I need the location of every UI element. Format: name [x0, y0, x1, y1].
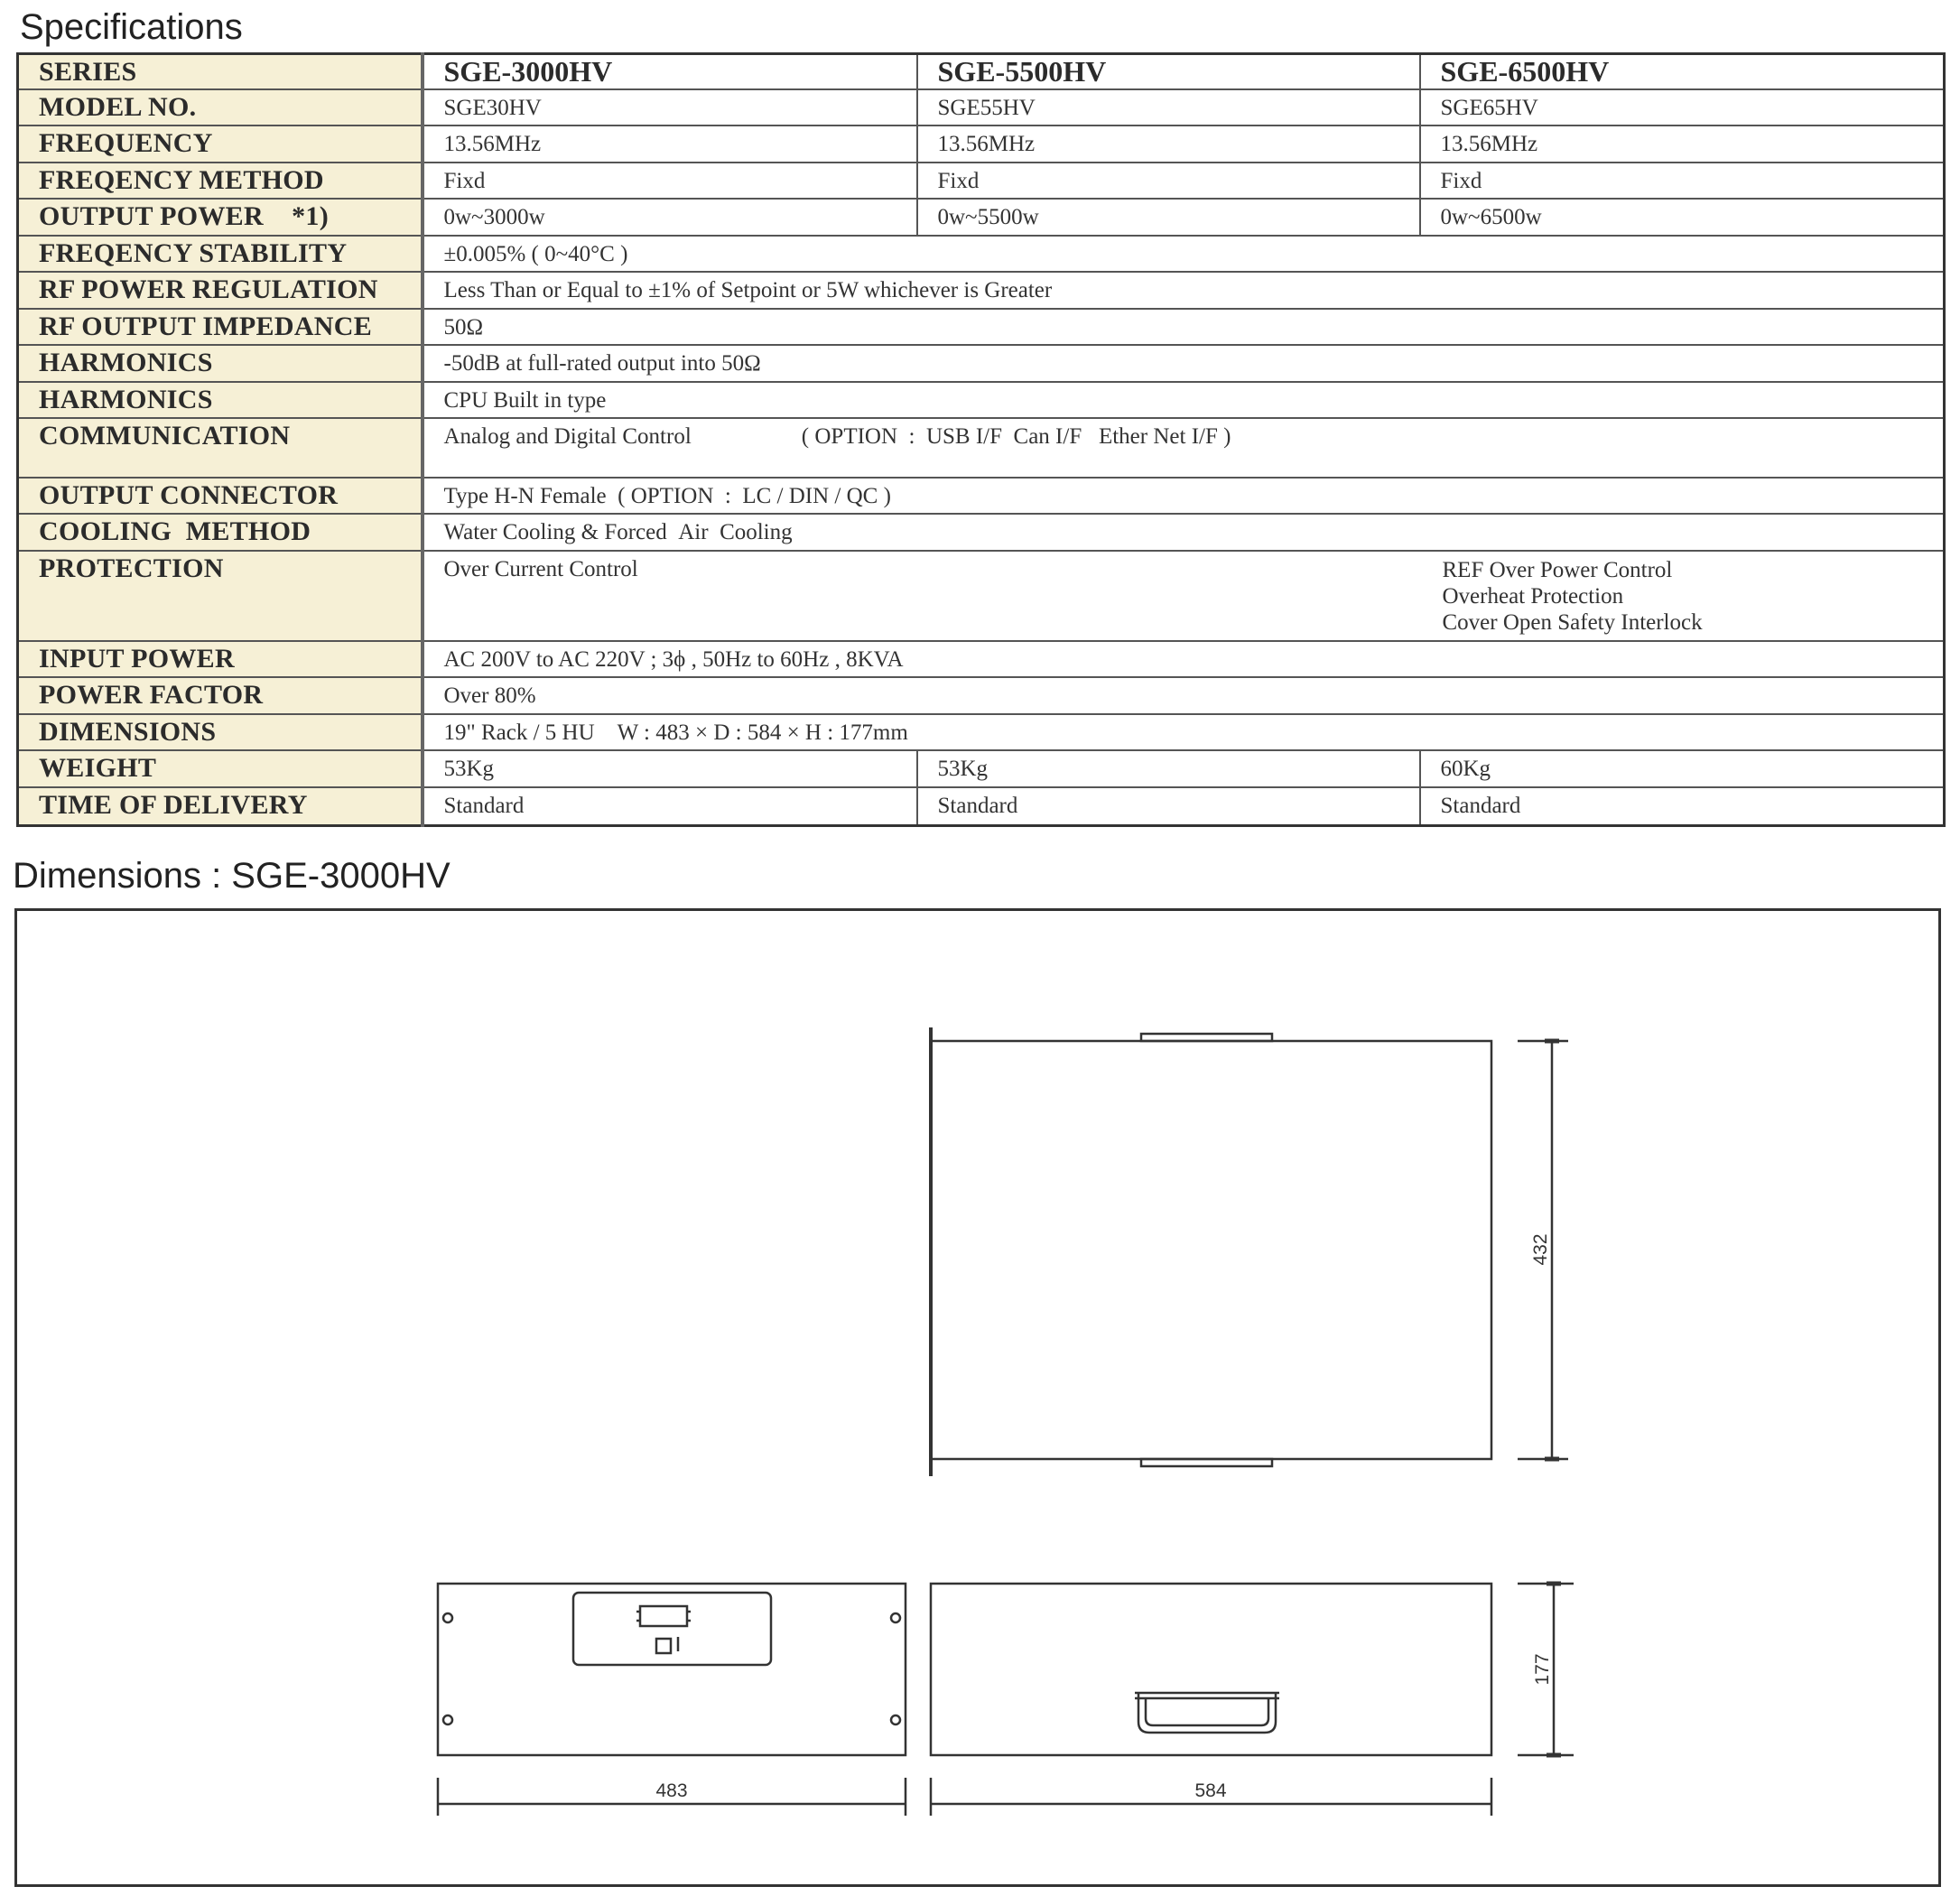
table-row [18, 89, 1945, 125]
value-cell: Water Cooling & Forced Air Cooling [423, 514, 1945, 551]
value-cell: Less Than or Equal to ±1% of Setpoint or 5W whichever is Greater [423, 272, 1945, 309]
protection-value: Over Current Control [443, 557, 638, 582]
series-cell: SGE-6500HV [1420, 54, 1945, 90]
table-row [18, 418, 1945, 478]
dimensions-title: Dimensions : SGE-3000HV [13, 856, 451, 896]
row-label: RF POWER REGULATION [18, 272, 423, 309]
table-row [18, 345, 1945, 382]
row-label: TIME OF DELIVERY [18, 787, 423, 825]
row-label: HARMONICS [18, 382, 423, 418]
value-cell: Fixd [1420, 163, 1945, 199]
specifications-title: Specifications [20, 7, 243, 47]
value-cell: -50dB at full-rated output into 50Ω [423, 345, 1945, 382]
value-cell: Over 80% [423, 677, 1945, 714]
table-row [18, 677, 1945, 714]
value-cell: SGE30HV [423, 89, 917, 125]
value-cell: Fixd [917, 163, 1420, 199]
table-row [18, 551, 1945, 641]
table-row [18, 382, 1945, 418]
protection-extra: Cover Open Safety Interlock [1442, 610, 1703, 636]
value-cell: SGE55HV [917, 89, 1420, 125]
value-cell: 13.56MHz [1420, 125, 1945, 163]
row-label: OUTPUT POWER *1) [18, 199, 423, 236]
table-row [18, 199, 1945, 236]
table-row [18, 163, 1945, 199]
value-cell: Fixd [423, 163, 917, 199]
length-dimension-label: 584 [1194, 1780, 1227, 1801]
specifications-table [16, 52, 1946, 827]
height-dimension-label: 177 [1532, 1653, 1553, 1686]
table-row [18, 714, 1945, 750]
protection-extra: Overheat Protection [1442, 584, 1624, 609]
row-label: FREQUENCY [18, 125, 423, 163]
row-label: POWER FACTOR [18, 677, 423, 714]
value-cell [423, 418, 1945, 478]
table-row [18, 125, 1945, 163]
row-label: OUTPUT CONNECTOR [18, 478, 423, 514]
value-cell: 53Kg [423, 750, 917, 787]
value-cell: Standard [917, 787, 1420, 825]
table-row [18, 54, 1945, 90]
value-cell: 0w~5500w [917, 199, 1420, 236]
value-cell: 19" Rack / 5 HU W : 483 × D : 584 × H : 177mm [423, 714, 1945, 750]
table-row [18, 236, 1945, 272]
side-view [931, 1582, 1574, 1816]
value-cell: 13.56MHz [917, 125, 1420, 163]
table-row [18, 309, 1945, 345]
row-label: MODEL NO. [18, 89, 423, 125]
table-row [18, 787, 1945, 825]
top-view [931, 1027, 1568, 1476]
communication-value: Analog and Digital Control [443, 424, 692, 450]
depth-dimension-label: 432 [1530, 1233, 1551, 1266]
table-row [18, 514, 1945, 551]
row-label: SERIES [18, 54, 423, 90]
table-row [18, 641, 1945, 677]
table-row [18, 750, 1945, 787]
value-cell [423, 551, 1945, 641]
row-label: COOLING METHOD [18, 514, 423, 551]
row-label: FREQENCY METHOD [18, 163, 423, 199]
table-row [18, 272, 1945, 309]
row-label: RF OUTPUT IMPEDANCE [18, 309, 423, 345]
row-label: DIMENSIONS [18, 714, 423, 750]
dimensions-drawing [14, 908, 1941, 1887]
value-cell: 53Kg [917, 750, 1420, 787]
row-label: HARMONICS [18, 345, 423, 382]
value-cell: Standard [1420, 787, 1945, 825]
row-label: PROTECTION [18, 551, 423, 641]
row-label: WEIGHT [18, 750, 423, 787]
value-cell: Type H-N Female ( OPTION : LC / DIN / QC ) [423, 478, 1945, 514]
value-cell: 50Ω [423, 309, 1945, 345]
value-cell: CPU Built in type [423, 382, 1945, 418]
value-cell: 60Kg [1420, 750, 1945, 787]
width-dimension-label: 483 [655, 1780, 688, 1801]
value-cell: AC 200V to AC 220V ; 3ϕ , 50Hz to 60Hz , 8KVA [423, 641, 1945, 677]
series-cell: SGE-3000HV [423, 54, 917, 90]
value-cell: 0w~3000w [423, 199, 917, 236]
value-cell: 13.56MHz [423, 125, 917, 163]
row-label: FREQENCY STABILITY [18, 236, 423, 272]
protection-extra: REF Over Power Control [1442, 558, 1673, 583]
row-label: COMMUNICATION [18, 418, 423, 478]
value-cell: Standard [423, 787, 917, 825]
table-row [18, 478, 1945, 514]
row-label: INPUT POWER [18, 641, 423, 677]
technical-drawing [17, 911, 1944, 1890]
series-cell: SGE-5500HV [917, 54, 1420, 90]
value-cell: SGE65HV [1420, 89, 1945, 125]
value-cell: ±0.005% ( 0~40°C ) [423, 236, 1945, 272]
communication-option: ( OPTION : USB I/F Can I/F Ether Net I/F ) [801, 424, 1231, 450]
value-cell: 0w~6500w [1420, 199, 1945, 236]
